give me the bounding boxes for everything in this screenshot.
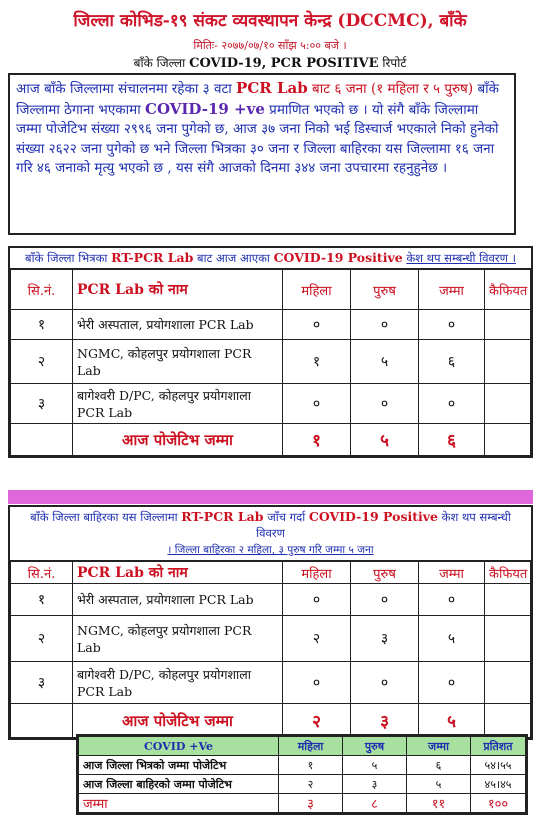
t2-header-sn: सि.नं. [11,562,73,584]
t2-header-remarks: कैफियत [485,562,531,584]
t1-header-remarks: कैफियत [485,270,531,310]
table2-caption-a: बाँके जिल्ला बाहिरका यस जिल्लामा [30,510,178,524]
outside-district-table-box [8,505,533,740]
summary-p1: आज बाँके जिल्लामा संचालनमा रहेका ३ वटा [16,81,232,97]
table-row [11,616,531,662]
t2-r1-name: भेरी अस्पताल, प्रयोगशाला PCR Lab [73,584,283,616]
sum-r1-male: ५ [343,756,407,775]
t2-header-name: PCR Lab को नाम [73,562,283,584]
t1-header-male: पुरुष [351,270,419,310]
t2-r1-female: ० [283,584,351,616]
sum-total-label: जम्मा [79,794,279,813]
summary-p1b: बाट ६ जना [312,81,367,97]
t2-total-label: आज पोजेटिभ जम्मा [73,704,283,738]
office-title: जिल्ला कोभिड-१९ संकट व्यवस्थापन केन्द्र (DCCMC), बाँके [73,11,467,31]
sum-header-female: महिला [279,737,343,756]
t1-header-sn: सि.नं. [11,270,73,310]
sum-r2-male: ३ [343,775,407,794]
t1-total-total: ६ [419,424,485,456]
t1-r1-female: ० [283,310,351,340]
t1-total-label: आज पोजेटिभ जम्मा [73,424,283,456]
t2-r2-name: NGMC, कोहलपुर प्रयोगशाला PCR Lab [73,616,283,662]
report-prefix: बाँके जिल्ला [133,56,186,70]
summary-table [78,736,526,813]
t1-r3-female: ० [283,384,351,424]
t2-r2-remarks [485,616,531,662]
summary-table-box [76,734,528,815]
t1-r1-male: ० [351,310,419,340]
t1-r1-remarks [485,310,531,340]
report-date: मितिः- २०७७/०७/१० साँझ ५:०० बजे । [193,39,347,52]
sum-r2-percent: ४५।४५ [471,775,526,794]
table1-caption-d: COVID-19 Positive [273,250,403,265]
summary-pcr: PCR Lab [236,79,308,97]
t1-r2-total: ६ [419,340,485,384]
t1-total-remarks [485,424,531,456]
t2-r1-remarks [485,584,531,616]
table-row [11,340,531,384]
sum-total-male: ८ [343,794,407,813]
t2-total-remarks [485,704,531,738]
table2-caption-f: । जिल्ला बाहिरका २ महिला, ३ पुरुष गरि जम्मा ५ जना [167,544,374,556]
t1-r2-name: NGMC, कोहलपुर प्रयोगशाला PCR Lab [73,340,283,384]
table2-caption-c: जाँच गर्दा [267,510,306,524]
table-total-row [11,424,531,456]
t1-r2-sn: २ [11,340,73,384]
table2-caption-e: केश थप सम्बन्धी विवरण [256,510,511,540]
t2-r3-total: ० [419,662,485,704]
summary-total-row [79,794,526,813]
t2-r3-remarks [485,662,531,704]
t2-total-blank [11,704,73,738]
t2-r3-female: ० [283,662,351,704]
table2-caption [10,507,531,561]
t2-total-total: ५ [419,704,485,738]
t1-r3-total: ० [419,384,485,424]
t1-header-female: महिला [283,270,351,310]
summary-p1c: (१ महिला र ५ पुरुष) [370,81,474,97]
sum-total-female: ३ [279,794,343,813]
inside-district-table [10,269,531,456]
sum-r1-total: ६ [407,756,471,775]
sum-total-total: ११ [407,794,471,813]
summary-p2: बाँके जिल्लामा ठेगाना भएकामा [16,81,500,118]
t1-r2-male: ५ [351,340,419,384]
section-divider-bar [8,490,533,504]
inside-district-table-box [8,246,533,458]
t1-r1-name: भेरी अस्पताल, प्रयोगशाला PCR Lab [73,310,283,340]
t1-header-name: PCR Lab को नाम [73,270,283,310]
t2-r2-male: ३ [351,616,419,662]
t2-r1-sn: १ [11,584,73,616]
t2-r1-male: ० [351,584,419,616]
table1-caption-e: केश थप सम्बन्धी विवरण । [406,251,516,265]
t2-r3-name: बागेश्वरी D/PC, कोहलपुर प्रयोगशाला PCR Lab [73,662,283,704]
t1-header-total: जम्मा [419,270,485,310]
t1-r1-total: ० [419,310,485,340]
summary-p3: प्रमाणित भएको छ । यो संगै बाँके जिल्लामा जम्मा पोजेटिभ संख्या २९९६ जना पुगेको छ, आज ३७ जना निको भई डिस्चार्ज भएकाले निको हुनेको संख्या २६२२ जना पुगेको छ भने जिल्ला भित्रका ३० जना र जिल्ला बाहिरका यस जिल्लामा १६ जना गरि ४६ जनाको मृत्यु भएको छ , यस संगै आजको दिनमा ३४४ जना उपचारमा रहनुहुनेछ । [16,101,499,176]
summary-paragraph [8,73,516,235]
sum-r1-female: १ [279,756,343,775]
t2-header-male: पुरुष [351,562,419,584]
table-row [11,584,531,616]
t2-r2-female: २ [283,616,351,662]
t1-r1-sn: १ [11,310,73,340]
t2-r2-sn: २ [11,616,73,662]
summary-covid: COVID-19 +ve [145,99,265,118]
report-suffix: रिपोर्ट [382,56,407,70]
report-bold: COVID-19, PCR POSITIVE [189,56,379,71]
sum-r1-label: आज जिल्ला भित्रको जम्मा पोजेटिभ [79,756,279,775]
table1-caption-b: RT-PCR Lab [111,250,194,265]
t1-r3-sn: ३ [11,384,73,424]
sum-header-male: पुरुष [343,737,407,756]
t1-r2-remarks [485,340,531,384]
sum-r2-total: ५ [407,775,471,794]
t2-total-female: २ [283,704,351,738]
table1-caption [10,248,531,269]
t1-r3-name: बागेश्वरी D/PC, कोहलपुर प्रयोगशाला PCR Lab [73,384,283,424]
t1-total-male: ५ [351,424,419,456]
t1-r3-male: ० [351,384,419,424]
sum-r1-percent: ५४।५५ [471,756,526,775]
table1-caption-c: बाट आज आएका [197,251,270,265]
table-row [79,756,526,775]
outside-district-table [10,561,531,738]
t2-header-female: महिला [283,562,351,584]
table-row [11,662,531,704]
table-row [11,310,531,340]
sum-r2-female: २ [279,775,343,794]
table-row [11,384,531,424]
sum-r2-label: आज जिल्ला बाहिरको जम्मा पोजेटिभ [79,775,279,794]
t2-total-male: ३ [351,704,419,738]
sum-header-total: जम्मा [407,737,471,756]
t1-r2-female: १ [283,340,351,384]
table-row [79,775,526,794]
sum-total-percent: १०० [471,794,526,813]
table-total-row [11,704,531,738]
t2-r3-male: ० [351,662,419,704]
t2-r3-sn: ३ [11,662,73,704]
table2-caption-b: RT-PCR Lab [181,509,264,524]
t1-total-blank [11,424,73,456]
t2-header-total: जम्मा [419,562,485,584]
sum-header-percent: प्रतिशत [471,737,526,756]
sum-header-label: COVID +Ve [79,737,279,756]
t1-r3-remarks [485,384,531,424]
summary-header-row [79,737,526,756]
report-subtitle [0,54,540,71]
t1-total-female: १ [283,424,351,456]
t2-r1-total: ० [419,584,485,616]
table2-caption-d: COVID-19 Positive [308,509,438,524]
t2-r2-total: ५ [419,616,485,662]
table1-caption-a: बाँके जिल्ला भित्रका [25,251,108,265]
